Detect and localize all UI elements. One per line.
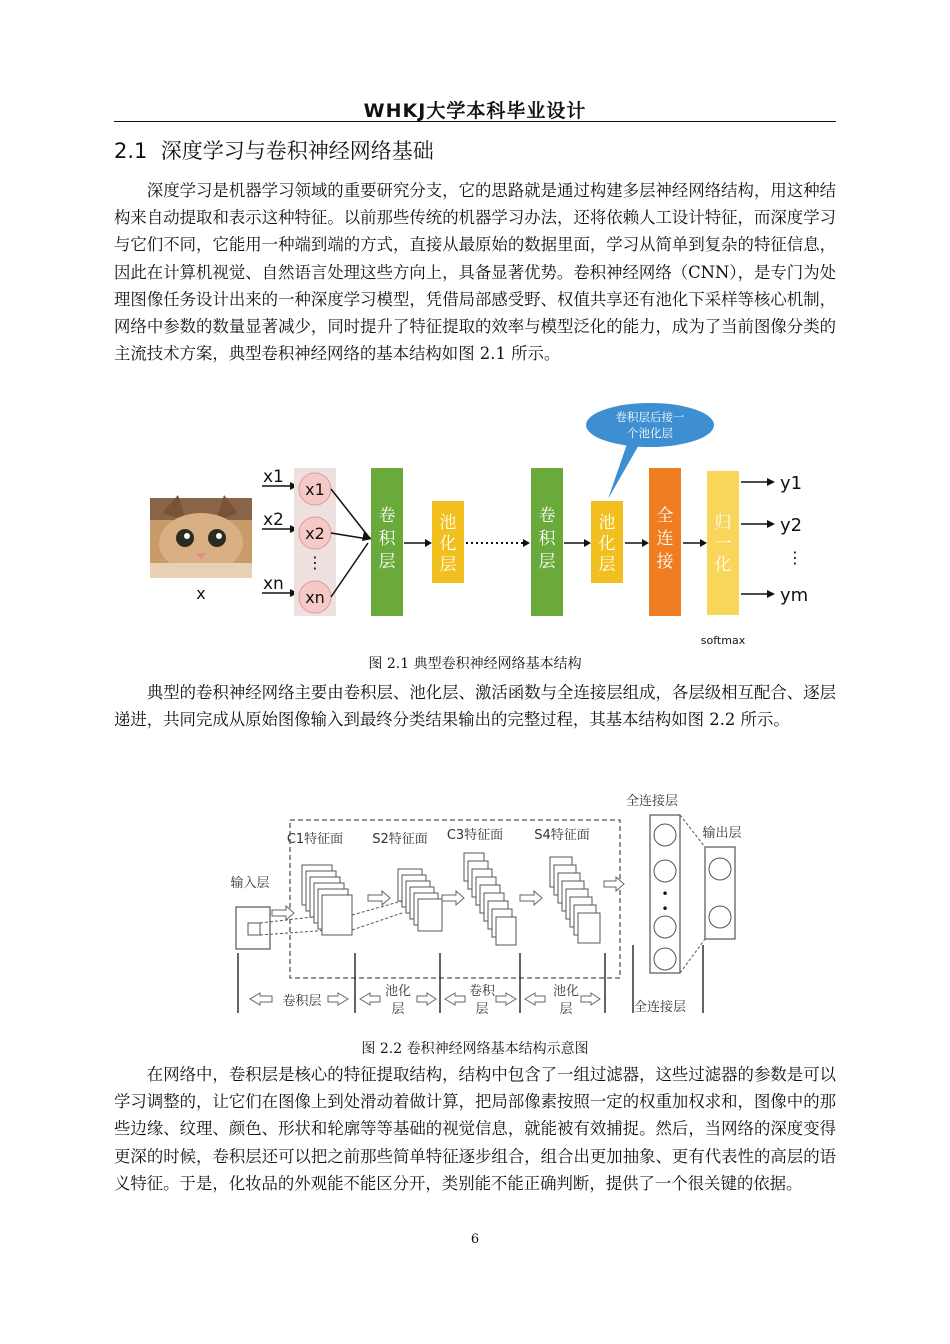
softmax-label: softmax xyxy=(700,634,746,647)
conv-1-char-3: 层 xyxy=(378,552,396,572)
header-rule xyxy=(114,121,836,122)
fc-dot-1: • xyxy=(661,887,669,901)
pool-1-char-3: 层 xyxy=(439,555,457,575)
bottom-fc: 全连接层 xyxy=(633,1000,687,1015)
paragraph-3: 在网络中，卷积层是核心的特征提取结构，结构中包含了一组过滤器，这些过滤器的参数是可以学习调整的，让它们在图像上到处滑动着做计算，把局部像素按照一定的权重加权求和，图像中的那些边缘、纹理、颜色、形状和轮廓等等基础的视觉信息，就能被有效捕捉。然后，当网络的深度变得更深的时候，卷积层还可以把之前那些简单特征逐步组合，组合出更加抽象、更有代表性的高层的语义特征。于是，化妆品的外观能不能区分开，类别能不能正确判断，提供了一个很关键的依据。 xyxy=(114,1065,836,1193)
s2-feature-maps xyxy=(398,869,442,931)
input-xn-label: xn xyxy=(263,574,284,594)
fc-char-2: 连 xyxy=(656,529,674,549)
output-neuron-2 xyxy=(709,906,731,928)
s4-feature-maps xyxy=(550,857,600,943)
c3-label: C3特征面 xyxy=(446,828,504,843)
figure-cnn-schematic xyxy=(220,785,750,1025)
neuron-x1-label: x1 xyxy=(305,480,325,499)
conv-2-char-1: 卷 xyxy=(538,506,556,526)
cat-input-image xyxy=(150,495,252,578)
conv-2-char-2: 积 xyxy=(538,529,556,549)
conv-1-char-1: 卷 xyxy=(378,506,396,526)
input-image-box xyxy=(236,907,270,949)
input-x-label: x xyxy=(196,584,206,603)
pool-1-char-1: 池 xyxy=(439,513,457,533)
input-x1-label: x1 xyxy=(263,467,284,487)
output-neuron-1 xyxy=(709,858,731,880)
s2-label: S2特征面 xyxy=(372,832,428,847)
bubble-line-1: 卷积层后接一 xyxy=(615,410,685,424)
pool-2-char-1: 池 xyxy=(598,513,616,533)
c1-label: C1特征面 xyxy=(286,832,344,847)
input-layer-label: 输入层 xyxy=(230,876,270,891)
conv-2-char-3: 层 xyxy=(538,552,556,572)
figure-1-caption: 图 2.1 典型卷积神经网络基本结构 xyxy=(368,656,582,672)
norm-char-2: 一 xyxy=(714,534,732,554)
paragraph-2: 典型的卷积神经网络主要由卷积层、池化层、激活函数与全连接层组成，各层级相互配合、逐层递进，共同完成从原始图像输入到最终分类结果输出的完整过程，其基本结构如图 2.2 所示。 xyxy=(114,683,836,730)
input-x2-label: x2 xyxy=(263,510,284,530)
fc-neuron-2 xyxy=(654,860,676,882)
conv-1-char-2: 积 xyxy=(378,529,396,549)
paragraph-1: 深度学习是机器学习领域的重要研究分支，它的思路就是通过构建多层神经网络结构，用这种结构来自动提取和表示这种特征。以前那些传统的机器学习办法，还将依赖人工设计特征，而深度学习与它们不同，它能用一种端到端的方式，直接从最原始的数据里面，学习从简单到复杂的特征信息，因此在计算机视觉、自然语言处理这些方向上，具备显著优势。卷积神经网络（CNN），是专门为处理图像任务设计出来的一种深度学习模型，凭借局部感受野、权值共享还有池化下采样等核心机制，网络中参数的数量显著减少，同时提升了特征提取的效率与模型泛化的能力，成为了当前图像分类的主流技术方案，典型卷积神经网络的基本结构如图 2.1 所示。 xyxy=(114,181,836,364)
output-y2-label: y2 xyxy=(780,515,803,536)
pool-1-char-2: 化 xyxy=(439,534,457,554)
s4-label: S4特征面 xyxy=(534,828,590,843)
page-number: 6 xyxy=(470,1232,480,1247)
neuron-x2-label: x2 xyxy=(305,524,325,543)
figure-2-caption: 图 2.2 卷积神经网络基本结构示意图 xyxy=(361,1041,589,1057)
bottom-pool-1-a: 池化 xyxy=(384,984,412,999)
bottom-conv-2-b: 层 xyxy=(475,1002,489,1017)
output-y1-label: y1 xyxy=(780,473,803,494)
norm-char-1: 归 xyxy=(714,513,732,533)
bubble-line-2: 个池化层 xyxy=(627,426,673,440)
section-number: 2.1 xyxy=(114,139,148,163)
figure-cnn-structure xyxy=(140,403,820,651)
bottom-pool-2-b: 层 xyxy=(559,1002,573,1017)
bottom-pool-1-b: 层 xyxy=(391,1002,405,1017)
fc-char-3: 接 xyxy=(656,552,674,572)
fc-dot-2: • xyxy=(661,902,669,916)
output-layer-label: 输出层 xyxy=(702,826,742,841)
neuron-xn-label: xn xyxy=(305,588,325,607)
fc-char-1: 全 xyxy=(656,506,674,526)
bottom-conv-1: 卷积层 xyxy=(282,994,322,1009)
bottom-pool-2-a: 池化 xyxy=(552,984,580,999)
pool-2-char-3: 层 xyxy=(598,555,616,575)
c3-feature-maps xyxy=(464,853,516,945)
section-title: 深度学习与卷积神经网络基础 xyxy=(160,139,434,163)
page-header: WHKJ大学本科毕业设计 xyxy=(363,100,587,122)
norm-char-3: 化 xyxy=(714,555,732,575)
fc-neuron-4 xyxy=(654,948,676,970)
fc-neuron-1 xyxy=(654,824,676,846)
output-ym-label: ym xyxy=(780,585,809,606)
c1-feature-maps xyxy=(302,865,352,935)
output-dots: ⋮ xyxy=(787,548,803,567)
bottom-conv-2-a: 卷积 xyxy=(468,984,496,999)
neuron-dots: ⋮ xyxy=(307,553,323,572)
fc-neuron-3 xyxy=(654,916,676,938)
pool-2-char-2: 化 xyxy=(598,534,616,554)
fc-top-label: 全连接层 xyxy=(625,794,679,809)
section-heading xyxy=(114,135,434,165)
